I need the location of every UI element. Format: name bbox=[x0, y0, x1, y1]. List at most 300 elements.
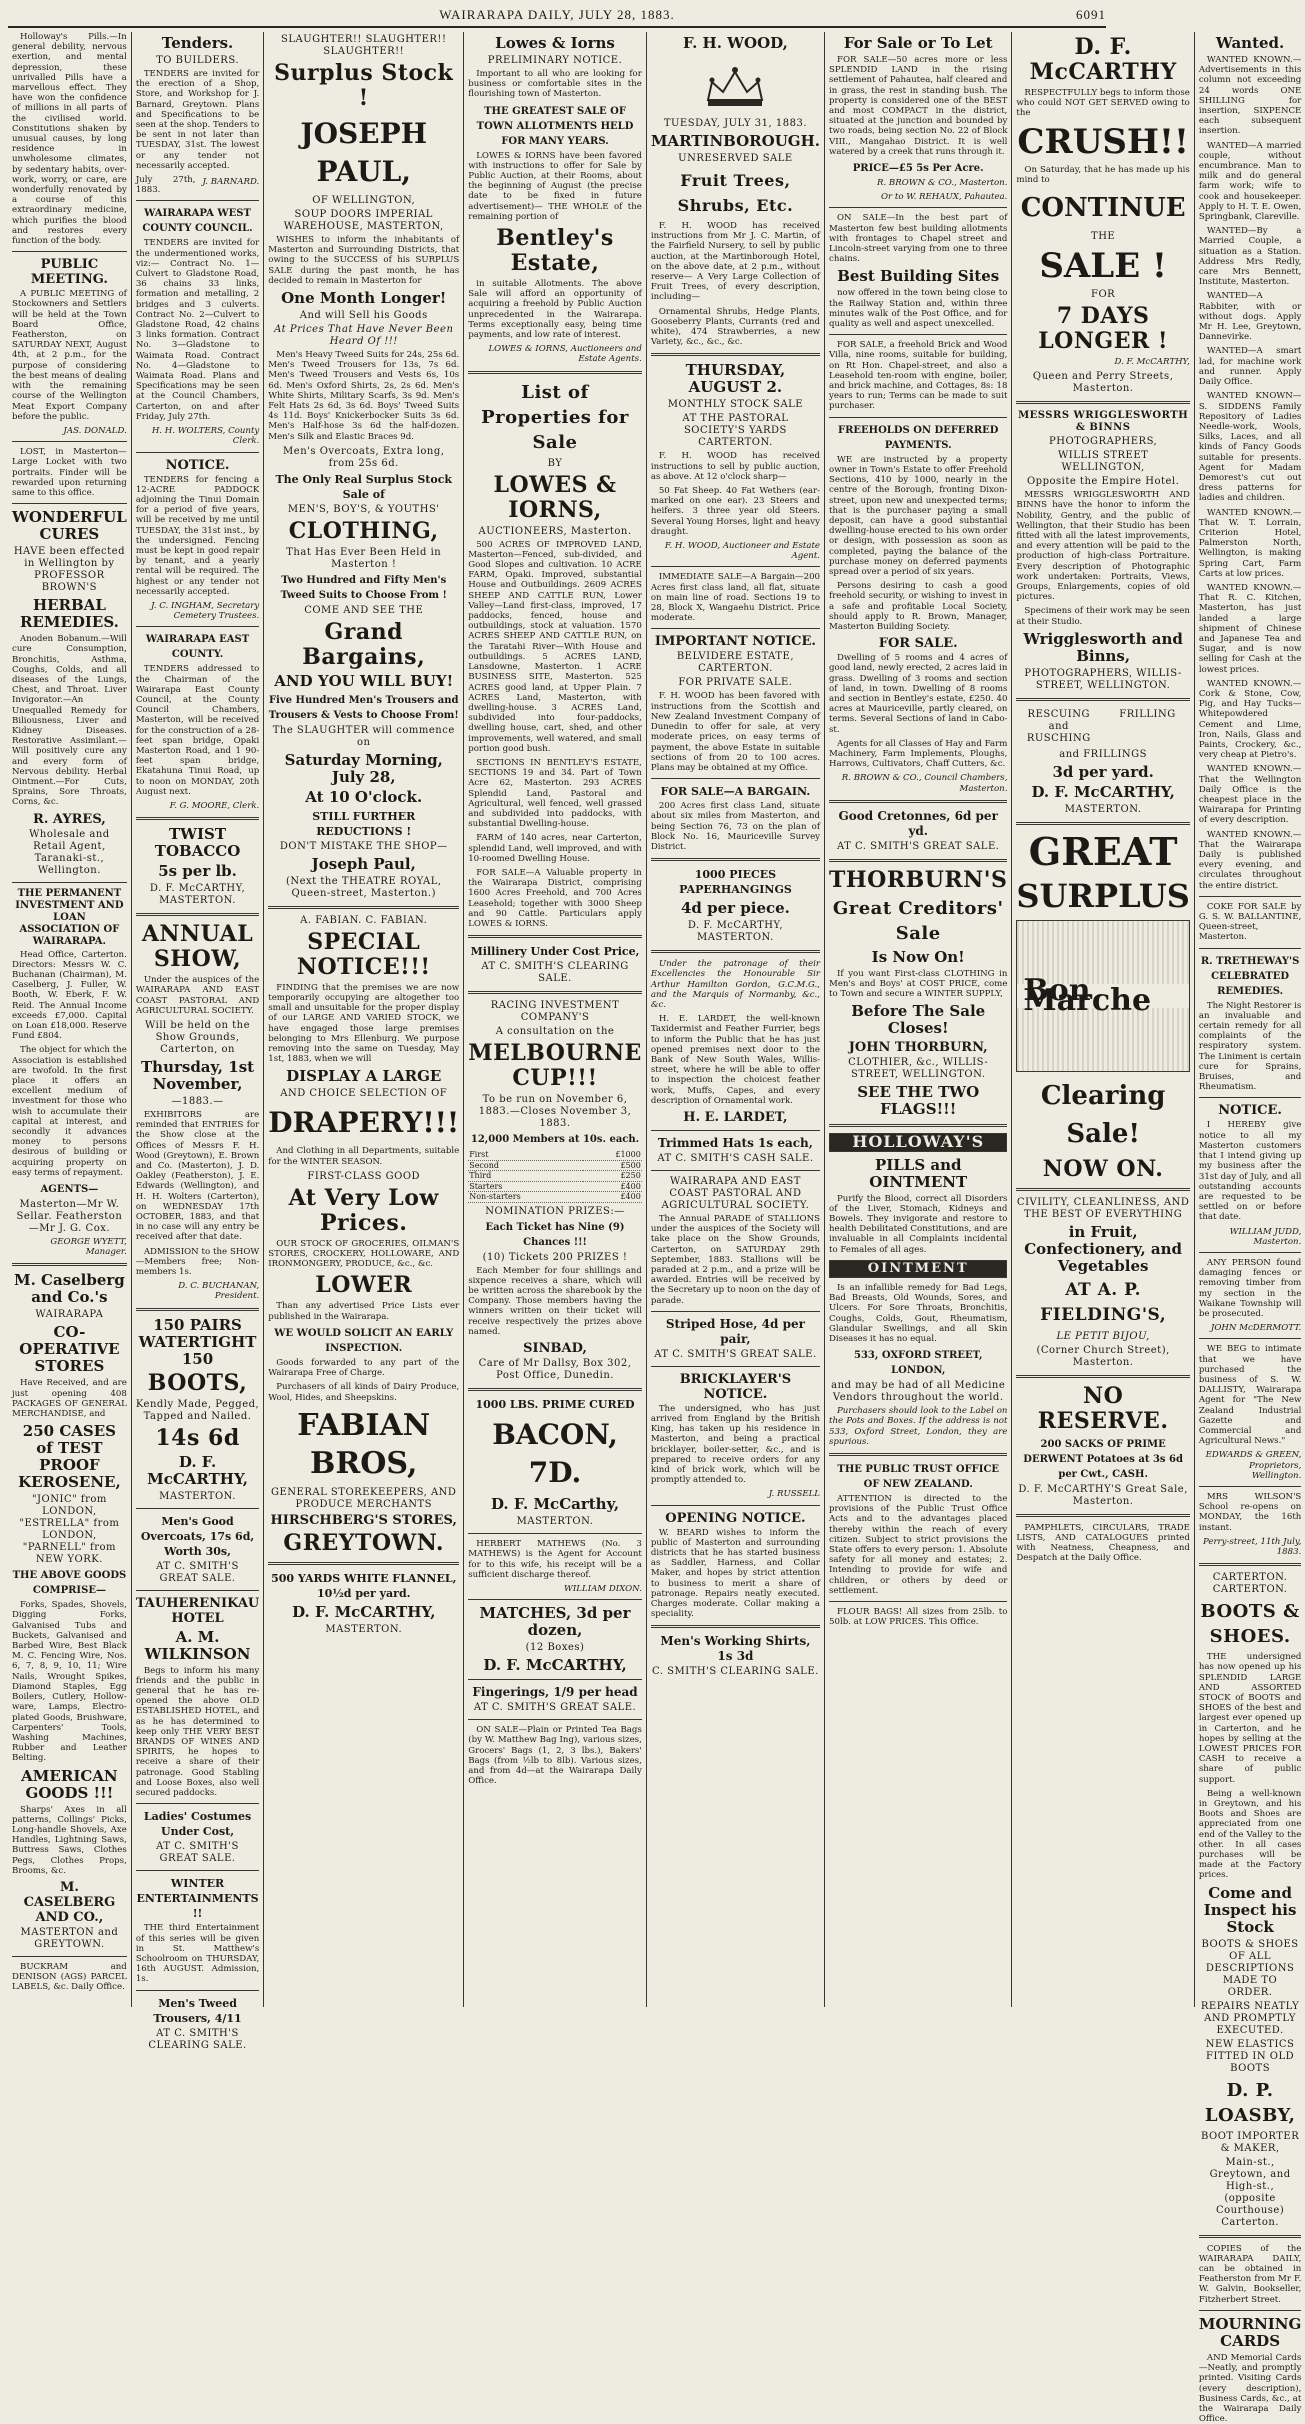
herbal-remedies-body: Anoden Bobanum.—Will cure Consumption, Bronchitis, Asthma, Coughs, Colds, and all diseases of the Lungs, Chest, and Throat. Liver Invigorator.—An Unequalled Remedy for Biliousness, Liver and Kidney Diseases. Restorative Assimilant.—Will positively cure any and every form of Nervous debility. Herbal Ointment.—For Cuts, Sprains, Sore Throats, Corns, &c. bbox=[12, 634, 127, 808]
newspaper-title: WAIRARAPA DAILY, JULY 28, 1883. bbox=[439, 7, 675, 22]
ayres-body: Wholesale and Retail Agent, Taranaki-st., Wellington. bbox=[29, 828, 110, 876]
lower-title: LOWER bbox=[315, 1272, 413, 1299]
preliminary-body: Important to all who are looking for business or comfortable sites in the flourishing town of Masterton. bbox=[468, 69, 642, 100]
melbourne-cup: MELBOURNE CUP!!! bbox=[468, 1040, 642, 1092]
wrigglesworth-header: MESSRS WRIGGLESWORTH & BINNS bbox=[1018, 410, 1189, 434]
ointment-body: Is an infallible remedy for Bad Legs, Bad Breasts, Old Wounds, Sores, and Ulcers. For Sore Throats, Bronchitis, Coughs, Colds, Gout, Rheumatism, Glandular Swellings, and all Skin Diseases it has no equal. bbox=[829, 1283, 1008, 1345]
unreserved-sale: UNRESERVED SALE bbox=[678, 153, 793, 164]
sale-title: SALE ! bbox=[1039, 246, 1167, 287]
prize-label: Third bbox=[468, 1171, 583, 1182]
bargain-body: 200 Acres first class Land, situate about six miles from Masterton, and being Section 76, 73 on the plan of Block No. 16, Mauriceville Survey District. bbox=[650, 801, 821, 852]
overcoats-title: Men's Good Overcoats, 17s 6d, Worth 30s, bbox=[140, 1514, 255, 1558]
prize-label: Second bbox=[468, 1160, 583, 1171]
loasby-name: D. P. LOASBY, bbox=[1204, 2079, 1296, 2126]
prices-never-heard: At Prices That Have Never Been Heard Of !!! bbox=[274, 324, 454, 348]
come-and-see: COME AND SEE THE bbox=[304, 604, 424, 616]
fruit-body: F. H. WOOD has received instructions from Mr J. C. Martin, of the Fairfield Nursery, to sell by public auction, at the Martinborough Hotel, on the above date, at 2 p.m., without reserve— A Very Large Collection of Fruit Trees, of every description, including— bbox=[650, 221, 821, 303]
for-sale-body: FOR SALE—50 acres more or less SPLENDID LAND in the rising settlement of Pahautea, half cleared and in grass, the rest in standing bush. The property is considered one of the BEST and most COMPACT in the district, situated at the junction and bounded by two roads, being section No. 22 of Block VIII., Mangahao District. It is well watered by a creek that runs through it. bbox=[829, 55, 1008, 157]
wanted-8: WANTED KNOWN.—Cork & Stone, Cow, Pig, and Hay Tucks—Whitepowdered Cement and Lime, Iron, Nails, Glass and Paints, Crockery, &c., very cheap at Pietro's. bbox=[1198, 678, 1302, 761]
public-meeting-sig: JAS. DONALD. bbox=[63, 425, 127, 436]
best-building-sites: Best Building Sites bbox=[837, 267, 1000, 286]
prize-row bbox=[468, 1192, 642, 1203]
hotel-title: TAUHERENIKAU HOTEL bbox=[135, 1595, 260, 1626]
bricklayer-title: BRICKLAYER'S NOTICE. bbox=[679, 1371, 792, 1402]
willis-street: WILLIS STREET WELLINGTON, bbox=[1057, 450, 1149, 474]
agents-list: Agents for all Classes of Hay and Farm Machinery, Farm Implements, Ploughs, Harrows, Cultivators, Chaff Cutters, &c. bbox=[829, 738, 1008, 770]
american-title: AMERICAN GOODS !!! bbox=[21, 1766, 118, 1802]
prize-label: Starters bbox=[468, 1181, 583, 1192]
rescuing-ruschings: RESCUING and RUSCHING bbox=[1026, 708, 1091, 744]
wrigglesworth-body: MESSRS WRIGGLESWORTH AND BINNS have the honor to inform the Nobility, Gentry, and the public of Wellington, that their Studio has been fitted with all the latest improvements, and every attention will be paid to the production of high-class Portraiture. Every description of Photographic work undertaken: Portraits, Views, Groups, Enlargements, copies of old pictures. bbox=[1016, 490, 1190, 603]
builders-sig: J. BARNARD. bbox=[202, 177, 260, 188]
fingerings-place: AT C. SMITH'S GREAT SALE. bbox=[473, 1702, 637, 1714]
for-sale-sig: R. BROWN & CO., Masterton. bbox=[877, 178, 1008, 189]
wanted-3: WANTED—A Rabbiter, with or without dogs. Apply Mr H. Lee, Greytown, Dannevirke. bbox=[1198, 291, 1302, 343]
wanted-2: WANTED—By a Married Couple, a situation as a Station. Address Mrs Redly, care Mrs Bennett, Institute, Masterton. bbox=[1198, 226, 1302, 288]
properties-sections: SECTIONS IN BENTLEY'S ESTATE, SECTIONS 19 and 34. Part of Town Acre 62, Masterton. 293 ACRES Splendid Land, Pastoral and Agricultural, well fenced, well grassed and subdivided into paddocks, with substantial Dwelling-house. bbox=[468, 757, 642, 830]
notice-body: TENDERS for fencing a 12-ACRE PADDOCK adjoining the Tinui Domain for a period of five years, will be received by me until TUESDAY, the 31st inst., by the undersigned. Fencing must be kept in good repair by tenant, and a yearly rental will be required. The highest or any tender not necessarily accepted. bbox=[135, 474, 260, 597]
white-flannel: 500 YARDS WHITE FLANNEL, 10½d per yard. bbox=[271, 1571, 457, 1600]
prize-amount: £250 bbox=[583, 1171, 642, 1182]
slaughter-banner: SLAUGHTER!! SLAUGHTER!! SLAUGHTER!! bbox=[281, 34, 447, 57]
column-6 bbox=[825, 32, 1012, 2007]
trimmed-hats-place: AT C. SMITH'S CASH SALE. bbox=[657, 1152, 814, 1164]
paperhangings-title: 1000 PIECES PAPERHANGINGS bbox=[679, 868, 792, 897]
bentley-body: LOWES & IORNS have been favored with instructions to offer for Sale by Public Auction, at their Rooms, about the beginning of August (the precise date to be fixed in future advertisement)— THE WHOLE of the remaining portion of bbox=[468, 150, 642, 222]
loasby-address: Main-st., Greytown, and High-st., (opposite Courthouse) Carterton. bbox=[1209, 2156, 1291, 2228]
opposite-empire: Opposite the Empire Hotel. bbox=[1026, 476, 1180, 488]
ladies-costumes: Ladies' Costumes Under Cost, bbox=[143, 1810, 252, 1839]
next-to-theatre: (Next the THEATRE ROYAL, Queen-street, Masterton.) bbox=[285, 875, 442, 899]
tretheway-body: The Night Restorer is an invaluable and certain remedy for all complaints of the respiratory system. The Liniment is certain cure for Sprains, Bruises, and Rheumatism. bbox=[1198, 1000, 1302, 1093]
five-hundred-trousers: Five Hundred Men's Trousers and Trousers & Vests to Choose From! bbox=[268, 694, 459, 721]
public-meeting-body: A PUBLIC MEETING of Stockowners and Settlers will be held at the Town Board Office, Featherston, on SATURDAY NEXT, August 4th, at 2 p.m., for the purpose of considering the best means of dealing with the remaining course of the Wellington Meat Export Company before the public. bbox=[12, 289, 127, 422]
ever-been-held: That Has Ever Been Held in Masterton ! bbox=[286, 546, 442, 570]
coke-for-sale: COKE FOR SALE by G. S. W. BALLANTINE, Queen-street, Masterton. bbox=[1198, 901, 1302, 943]
damaging-fences: ANY PERSON found damaging fences or removing timber from my section in the Waikane Township will be prosecuted. bbox=[1198, 1257, 1302, 1319]
lowes-auctioneers: AUCTIONEERS, Masterton. bbox=[478, 525, 632, 537]
annual-show-admission: ADMISSION to the SHOW—Members free; Non-members 1s. bbox=[135, 1246, 260, 1278]
now-on: NOW ON. bbox=[1042, 1155, 1164, 1182]
properties-body: 500 ACRES OF IMPROVED LAND, Masterton—Fenced, sub-divided, and Good Slopes and cultivation. 10 ACRE FARM, Opaki. Improved, substantial House and Outbuildings. 2609 ACRES SHEEP AND CATTLE RUN, Lower Valley—Land first-class, improved, 17 paddocks, fenced, house and outbuildings, stock at valuation. 1570 ACRES SHEEP AND CATTLE RUN, on the Taratahi River—With House and outbuildings. 5 ACRES LAND, Lansdowne, Masterton. 1 ACRE BUSINESS SITE, Masterton. 525 ACRES good land, at Upper Plain. 7 ACRES Land, Masterton, with dwelling-house. 3 ACRES Land, subdivided into four-paddocks, dwelling house, cart, shed, and other improvements, well watered, and small portion good bush. bbox=[468, 539, 642, 754]
permanent-body: Head Office, Carterton. Directors: Messrs W. C. Buchanan (Chairman), M. Caselberg, J. Fuller, W. Booth, W. Eberk, F. W. Reid. The Annual Income exceeds £7,000. Capital on Loan £18,000. Reserve Fund £804. bbox=[12, 949, 127, 1042]
pastoral-yards: AT THE PASTORAL SOCIETY'S YARDS CARTERTON. bbox=[682, 413, 789, 449]
nomination-prizes: NOMINATION PRIZES:— bbox=[485, 1205, 625, 1217]
two-flags: SEE THE TWO FLAGS!!! bbox=[857, 1083, 980, 1119]
annual-show-sig: D. C. BUCHANAN, President. bbox=[178, 1281, 260, 1302]
above-goods-body: Forks, Spades, Shovels, Digging Forks, Galvanised Tubs and Buckets, Galvanised and Barbed Wire, Best Black M. C. Fencing Wire, Nos. 6, 7, 8, 9, 10, 11; Wire Nails, Wrought Spikes, Diamond Staples, Egg Boilers, Cutlery, Hollow-ware, Lamps, Electro-plated Goods, Brushware, Carpenters' Tools, Washing Machines, Rubber and Leather Belting. bbox=[12, 1600, 127, 1764]
for-sale-2-body: Dwelling of 5 rooms and 4 acres of good land, newly erected, 2 acres laid in grass. Dwelling of 3 rooms and section of land, in town. Dwelling of 8 rooms and section in Bentley's estate, £250. 40 acres at Mauriceville, partly cleared, on terms. Several Sections of land in Cabo-st. bbox=[829, 653, 1008, 735]
two-hundred-suits: Two Hundred and Fifty Men's Tweed Suits to Choose From ! bbox=[280, 574, 447, 601]
bacon-title: BACON, 7D. bbox=[492, 1418, 618, 1490]
greytown-title: GREYTOWN. bbox=[283, 1529, 445, 1556]
no-reserve: NO RESERVE. bbox=[1037, 1382, 1169, 1434]
clearing-sale: Clearing Sale! bbox=[1040, 1080, 1166, 1149]
slaughter-commences: The SLAUGHTER will commence on bbox=[272, 724, 455, 748]
dealing-body: Persons desiring to cash a good freehold security, or wishing to invest in a safe and profitable Local Society, should apply to R. Brown, Manager, Masterton Building Society. bbox=[829, 581, 1008, 632]
wanted-5: WANTED KNOWN—S. SIDDENS Family Repository of Ladies Needle-work, Wools, Silks, Laces, and all kinds of Fancy Goods suitable for presents. Agent for Madam Demorest's cut out dress patterns for ladies and children. bbox=[1198, 391, 1302, 504]
annual-show-year: —1883.— bbox=[171, 1096, 224, 1107]
east-county-title: WAIRARAPA EAST COUNTY. bbox=[145, 634, 250, 661]
melbourne-date: To be run on November 6, 1883.—Closes November 3, 1883. bbox=[478, 1094, 632, 1130]
trousers-title: Men's Tweed Trousers, 4/11 bbox=[153, 1996, 242, 2025]
school-sig: Perry-street, 11th July, 1883. bbox=[1202, 1536, 1302, 1557]
edwards-green-sig: EDWARDS & GREEN, Proprietors, Wellington. bbox=[1205, 1450, 1302, 1481]
caselberg-footer-places: MASTERTON and GREYTOWN. bbox=[20, 1926, 119, 1950]
stock-list: 50 Fat Sheep. 40 Fat Wethers (ear-marked on one ear). 23 Steers and heifers. 3 three year old Steers. Several Young Horses, light and heavy draught. bbox=[650, 486, 821, 537]
mccarthy-sig: D. F. McCARTHY, bbox=[1114, 357, 1190, 368]
lardet-body: H. E. LARDET, the well-known Taxidermist and Feather Furrier, begs to inform the Public that he has just opened premises next door to the Bank of New South Wales, Willis-street, where he will be able to offer to inspection the choicest feather work, Muffs, Capes, and every description of Ornamental work. bbox=[650, 1014, 821, 1106]
herbal-remedies-title: HERBAL REMEDIES. bbox=[19, 596, 119, 632]
prize-label: First bbox=[468, 1150, 583, 1160]
flannel-place: MASTERTON. bbox=[325, 1623, 403, 1635]
parade-body: The Annual PARADE of STALLIONS under the auspices of the Society will take place on the Show Grounds, Carterton, on SATURDAY 29th September, 1883. Stallions will be paraded at 2 p.m., and a prize will be awarded. Entries will be received by the Secretary up to noon on the day of parade. bbox=[650, 1213, 821, 1306]
millinery-place: AT C. SMITH'S CLEARING SALE. bbox=[481, 961, 629, 985]
mccarthy-name: D. F. McCARTHY bbox=[1029, 34, 1177, 85]
wonderful-cures-title: WONDERFUL CURES bbox=[12, 508, 127, 544]
column-7 bbox=[1012, 32, 1194, 2007]
great-title: GREAT bbox=[1028, 828, 1178, 874]
fruit-trees-title: Fruit Trees, Shrubs, Etc. bbox=[677, 171, 794, 215]
john-thorburn: JOHN THORBURN, bbox=[848, 1040, 988, 1056]
monthly-stock-sale: MONTHLY STOCK SALE bbox=[667, 399, 804, 411]
pamphlets: PAMPHLETS, CIRCULARS, TRADE LISTS, AND CATALOGUES printed with Neatness, Cheapness, and Despatch at the Daily Office. bbox=[1016, 1522, 1190, 1564]
school-notice: MRS WILSON'S School re-opens on MONDAY, the 16th instant. bbox=[1198, 1491, 1302, 1533]
joseph-paul-place: SOUP DOORS IMPERIAL WAREHOUSE, MASTERTON, bbox=[283, 209, 444, 232]
each-ticket: Each Ticket has Nine (9) Chances !!! bbox=[485, 1221, 625, 1248]
flannel-firm: D. F. McCARTHY, bbox=[292, 1602, 436, 1621]
dont-mistake: DON'T MISTAKE THE SHOP— bbox=[279, 840, 448, 852]
twist-tobacco-firm: D. F. McCARTHY, MASTERTON. bbox=[149, 883, 246, 907]
kerosene-title: 250 CASES of TEST PROOF KEROSENE, bbox=[18, 1422, 121, 1492]
mcdermott-sig: JOHN McDERMOTT. bbox=[1210, 1323, 1302, 1334]
tretheway-title: R. TRETHEWAY'S CELEBRATED REMEDIES. bbox=[1200, 955, 1300, 997]
joseph-paul-of: OF WELLINGTON, bbox=[312, 195, 416, 206]
greatest-sale: THE GREATEST SALE OF TOWN ALLOTMENTS HELD FOR MANY YEARS. bbox=[476, 105, 634, 147]
trimmed-hats: Trimmed Hats 1s each, bbox=[657, 1135, 813, 1150]
column-5 bbox=[647, 32, 825, 2007]
paperhangings-firm: D. F. McCARTHY, MASTERTON. bbox=[687, 920, 784, 944]
racing-title: RACING INVESTMENT COMPANY'S bbox=[490, 1000, 620, 1024]
lowes-iorns-name: LOWES & IORNS, bbox=[493, 471, 617, 523]
lowes-header: Lowes & Iorns bbox=[495, 34, 615, 52]
mourning-body: AND Memorial Cards—Neatly, and promptly printed. Visiting Cards (every description), Business Cards, &c., at the Wairarapa Daily Office. bbox=[1198, 2352, 1302, 2424]
fhwood-header: F. H. WOOD, bbox=[682, 34, 788, 52]
caselberg-footer-firm: M. CASELBERG AND CO., bbox=[23, 1879, 116, 1925]
frilling-place: MASTERTON. bbox=[1064, 803, 1142, 815]
and-you-will-buy: AND YOU WILL BUY! bbox=[274, 671, 454, 690]
holloways-banner: HOLLOWAY'S bbox=[829, 1133, 1007, 1151]
drapery-title: DRAPERY!!! bbox=[268, 1106, 460, 1140]
striped-hose-place: AT C. SMITH'S GREAT SALE. bbox=[654, 1348, 817, 1360]
wanted-10: WANTED KNOWN.—That the Wairarapa Daily is published every evening, and circulates throughout the entire district. bbox=[1198, 829, 1302, 891]
striped-hose: Striped Hose, 4d per pair, bbox=[665, 1316, 805, 1346]
column-2 bbox=[132, 32, 264, 2051]
crown-icon bbox=[700, 60, 770, 110]
brown-sig: R. BROWN & CO., Council Chambers, Masterton. bbox=[841, 773, 1008, 794]
agents-title: AGENTS— bbox=[40, 1184, 99, 1196]
permanent-title: THE PERMANENT INVESTMENT AND LOAN ASSOCIATION OF WAIRARAPA. bbox=[15, 887, 124, 947]
herbert-body: HERBERT MATHEWS (No. 3 MATHEWS) is the Agent for Account for to this wife, his receipt will be a sufficient discharge thereof. bbox=[468, 1539, 642, 1580]
for-sale-2-title: FOR SALE. bbox=[878, 636, 958, 652]
public-meeting-title: PUBLIC MEETING. bbox=[30, 257, 108, 288]
made-to-order: BOOTS & SHOES OF ALL DESCRIPTIONS MADE TO ORDER. bbox=[1201, 1938, 1299, 1998]
forsale-bargain: FOR SALE—A BARGAIN. bbox=[660, 785, 811, 799]
wanted-9: WANTED KNOWN.—That the Wellington Daily Office is the cheapest place in the Wairarapa for Printing of every description. bbox=[1198, 764, 1302, 826]
cretonnes-title: Good Cretonnes, 6d per yd. bbox=[838, 808, 998, 838]
paperhangings-price: 4d per piece. bbox=[680, 899, 790, 918]
thorburn-clothier: CLOTHIER, &c., WILLIS-STREET, WELLINGTON. bbox=[848, 1057, 989, 1081]
opening-notice: OPENING NOTICE. bbox=[665, 1510, 806, 1526]
fhwood-sig: F. H. WOOD, Auctioneer and Estate Agent. bbox=[664, 541, 821, 562]
creditors-body: If you want First-class CLOTHING in Men's and Boys' at COST PRICE, come to Town and secure a WINTER SUPPLY, bbox=[829, 968, 1008, 1000]
notice-title: NOTICE. bbox=[165, 457, 230, 473]
annual-show-date: Thursday, 1st November, bbox=[141, 1058, 255, 1093]
prize-amount: £1000 bbox=[583, 1150, 642, 1160]
judd-notice: I HEREBY give notice to all my Masterton customers that I intend giving up my business after the 31st day of July, and all outstanding accounts are requested to be settled on or before that date. bbox=[1198, 1120, 1302, 1223]
opening-body: W. BEARD wishes to inform the public of Masterton and surrounding districts that he has started business as Saddler, Harness, and Collar Maker, and hopes by strict attention to business to merit a share of patronage. Repairs neatly executed. Charges moderate. Collar making a speciality. bbox=[650, 1527, 821, 1620]
surplus-title: SURPLUS bbox=[1016, 876, 1190, 915]
hotel-name: A. M. WILKINSON bbox=[144, 1627, 251, 1663]
wanted-4: WANTED—A smart lad, for machine work and runner. Apply Daily Office. bbox=[1198, 346, 1302, 388]
the-word: THE bbox=[1091, 231, 1116, 243]
notice-title-8: NOTICE. bbox=[1218, 1103, 1282, 1119]
winter-body: THE third Entertainment of this series will be given in St. Matthew's Schoolroom on THURSDAY, 16th AUGUST. Admission, 1s. bbox=[135, 1923, 260, 1985]
east-county-body: TENDERS addressed to the Chairman of the Wairarapa East County Council, at the County Council Chambers, Masterton, will be received for the construction of a 28-feet span bridge, Opaki Masterton Road, and 1 90-feet span bridge, Ekatahuna Tinui Road, up to noon on MONDAY, 20th August next. bbox=[135, 664, 260, 797]
ayres-name: R. AYRES, bbox=[33, 811, 106, 827]
repairs: REPAIRS NEATLY AND PROMPTLY EXECUTED. bbox=[1200, 2000, 1300, 2036]
clothing-price-list: Men's Heavy Tweed Suits for 24s, 25s 6d. Men's Tweed Trousers for 13s, 7s 6d. Men's Tweed Trousers and Vests 6s, 10s 6d. Men's Oxford Shirts, 2s, 2s 6d. Men's White Shirts, Military Scarfs, 3s 9d. Men's Felt Hats 2s 6d, 3s 6d. Boys' Tweed Suits 4s 11d. Boys' Knickerbocker Suits 3s 6d. Men's Half-hose 3s 6d the half-dozen. Men's Silk and Elastic Braces 9d. bbox=[268, 350, 460, 442]
wanted-7: WANTED KNOWN.—That R. C. Kitchen, Masterton, has just landed a large shipment of Chinese and Japanese Tea and Sugar, and is now selling for Cash at the lowest prices. bbox=[1198, 582, 1302, 675]
holloway-blurb: Holloway's Pills.—In general debility, nervous exertion, and mental depression, these unrivalled Pills have a marvellous effect. They have won the confidence of millions in all parts of the civilised world. Constitutions shaken by unusual causes, by long residence in unwholesome climates, by sedentary habits, over-work, worry, or care, are wonderfully renovated by a course of this extraordinary medicine, which purifies the blood and restores every function of the body. bbox=[12, 32, 127, 247]
fhwood-instructions: F. H. WOOD has received instructions to sell by public auction, as above. At 12 o'clock sharp— bbox=[650, 451, 821, 482]
freeholds-body: WE are instructed by a property owner in Town's Estate to offer Freehold Sections, 410 by 1000, nearly in the centre of the Borough, fronting Dixon-street, upon new and unexpected terms; that is the purchaser paying a small deposit, can have a good substantial dwelling-house erected to his own order or design, with possession as soon as completed, paying the balance of the purchase money on deferred payments spread over a period of six years. bbox=[829, 454, 1008, 577]
ornamental-body: Ornamental Shrubs, Hedge Plants, Gooseberry Plants, Currants (red and white), 474 Strawberries, a new Variety, &c., &c., &c. bbox=[650, 306, 821, 348]
herbert-sig: WILLIAM DIXON. bbox=[564, 1583, 642, 1594]
creditors-sale: Great Creditors' Sale bbox=[832, 897, 1004, 944]
council-body: TENDERS are invited for the undermentioned works, viz:— Contract No. 1—Culvert to Gladstone Road, 36 chains 33 links, formation and metalling, 2 bridges and 3 culverts. Contract No. 2—Culvert to Gladstone Road, 42 chains 3 links formation. Contract No. 3—Gladstone to Waimata Road. Contract No. 4—Gladstone to Waimata Road. Plans and Specifications may be seen at the Council Chambers, Carterton, on and after Friday, July 27th. bbox=[135, 238, 260, 422]
agents-body: Masterton—Mr W. Sellar. Featherston—Mr J. G. Cox. bbox=[16, 1199, 123, 1235]
prize-row bbox=[468, 1181, 642, 1192]
boots-firm: D. F. McCARTHY, bbox=[147, 1452, 248, 1488]
working-shirts-place: C. SMITH'S CLEARING SALE. bbox=[652, 1666, 819, 1678]
flour-bags: FLOUR BAGS! All sizes from 25lb. to 50lb. at LOW PRICES. This Office. bbox=[829, 1607, 1008, 1628]
boots-word: BOOTS, bbox=[147, 1369, 248, 1396]
fabian-pair: A. FABIAN. C. FABIAN. bbox=[300, 914, 428, 926]
wanted-header: Wanted. bbox=[1215, 34, 1285, 52]
bags-notice: ON SALE—Plain or Printed Tea Bags (by W. Matthew Bag Ing), various sizes, Grocers' Bags (1, 2, 3 lbs.), Bakers' Bags (from ½lb to 8lb). Various sizes, and from 4d—at the Wairarapa Daily Office. bbox=[468, 1725, 642, 1787]
public-trust-title: THE PUBLIC TRUST OFFICE OF NEW ZEALAND. bbox=[837, 1464, 1000, 1491]
for-word: FOR bbox=[1091, 289, 1116, 301]
annual-show-under: Under the auspices of the WAIRARAPA AND EAST COAST PASTORAL AND AGRICULTURAL SOCIETY. bbox=[135, 975, 260, 1016]
above-goods: THE ABOVE GOODS COMPRISE— bbox=[12, 1570, 127, 1597]
bacon-lbs: 1000 LBS. PRIME CURED bbox=[475, 1398, 635, 1412]
annual-show-title: ANNUAL SHOW, bbox=[141, 921, 254, 973]
fabian-bros: FABIAN BROS, bbox=[297, 1407, 431, 1481]
patronage-note: Under the patronage of their Excellencies the Honourable Sir Arthur Hamilton Gordon, G.C.M.G., and the Marquis of Normanby, &c., &c. bbox=[650, 959, 821, 1010]
lowes-auctioneers-sig: LOWES & IORNS, Auctioneers and Estate Agents. bbox=[488, 344, 642, 365]
overcoats-place: AT C. SMITH'S GREAT SALE. bbox=[156, 1560, 239, 1584]
caselberg-title: M. Caselberg and Co.'s bbox=[13, 1271, 125, 1307]
properties-farm: FARM of 140 acres, near Carterton, splendid Land, well improved, and with 10-roomed Dwelling House. bbox=[468, 833, 642, 864]
column-3 bbox=[264, 32, 464, 2007]
forwarded-free: Goods forwarded to any part of the Wairarapa Free of Charge. bbox=[268, 1357, 460, 1379]
chances-price: (10) Tickets 200 PRIZES ! bbox=[482, 1251, 628, 1263]
storekeepers: GENERAL STOREKEEPERS, AND PRODUCE MERCHANTS bbox=[271, 1486, 457, 1510]
masthead bbox=[8, 4, 1106, 28]
public-trust-body: ATTENTION is directed to the provisions of the Public Trust Office Acts and to the advantages placed thereby within the reach of every citizen. Subject to strict provisions the State offers to every person: 1. Absolute safety for all money and estates; 2. Intending to provide for wife and children, or others by deed or settlement. bbox=[829, 1494, 1008, 1596]
properties-for-sale: FOR SALE—A Valuable property in the Wairarapa District, comprising 1600 Acres Freehold, and 700 Acres Leasehold; together with 3000 Sheep and 90 Cattle. Particulars apply LOWES & IORNS. bbox=[468, 867, 642, 929]
only-real-sale: The Only Real Surplus Stock Sale of bbox=[275, 472, 453, 501]
civility: CIVILITY, CLEANLINESS, AND THE BEST OF EVERYTHING bbox=[1016, 1196, 1190, 1220]
caselberg-place: WAIRARAPA bbox=[35, 1309, 104, 1321]
tenders-title: Tenders. bbox=[161, 34, 234, 52]
prize-row bbox=[468, 1150, 642, 1160]
martinborough: MARTINBOROUGH. bbox=[650, 132, 821, 150]
wanted-6: WANTED KNOWN.—That W. T. Lorrain, Criterion Hotel, Palmerston North, Wellington, is making Spring Cart, Farm Carts at low prices. bbox=[1198, 507, 1302, 579]
caselberg-stores: CO-OPERATIVE STORES bbox=[19, 1323, 120, 1376]
agents-sig: GEORGE WYETT, Manager. bbox=[50, 1237, 127, 1258]
preliminary-notice: PRELIMINARY NOTICE. bbox=[487, 55, 623, 66]
fruit-confectionery: in Fruit, Confectionery, and Vegetables bbox=[1024, 1222, 1183, 1275]
special-notice: SPECIAL NOTICE!!! bbox=[296, 928, 431, 980]
is-now-on: Is Now On! bbox=[871, 947, 965, 966]
prize-label: Non-starters bbox=[468, 1192, 583, 1203]
le-petit-bijou: LE PETIT BIJOU, bbox=[1056, 1330, 1150, 1342]
bacon-firm: D. F. McCarthy, bbox=[490, 1495, 620, 1514]
saturday-morning: Saturday Morning, July 28, bbox=[284, 750, 443, 786]
boots-shoes-body: THE undersigned has now opened up his SPLENDID LARGE AND ASSORTED STOCK of BOOTS and SHOES of the best and largest ever opened up in Carterton, and he hopes by selling at the LOWEST PRICES FOR CASH to receive a share of public support. bbox=[1198, 1652, 1302, 1785]
column-8 bbox=[1195, 32, 1305, 2424]
prize-amount: £400 bbox=[583, 1192, 642, 1203]
twist-tobacco-price: 5s per lb. bbox=[158, 862, 237, 881]
column-1 bbox=[8, 32, 132, 2007]
wrigglesworth-specimens: Specimens of their work may be seen at their Studio. bbox=[1016, 606, 1190, 627]
come-inspect: Come and Inspect his Stock bbox=[1203, 1883, 1297, 1936]
matches-title: MATCHES, 3d per dozen, bbox=[479, 1604, 631, 1640]
oxford-sub: and may be had of all Medicine Vendors throughout the world. bbox=[831, 1380, 1006, 1404]
oxford-street: 533, OXFORD STREET, LONDON, bbox=[853, 1350, 983, 1377]
columns bbox=[8, 32, 1302, 2424]
surplus-stock-title: Surplus Stock ! bbox=[274, 60, 454, 111]
list-of-properties: List of Properties for Sale bbox=[481, 381, 629, 453]
intimate-notice: WE BEG to intimate that we have purchased the business of S. W. DALLISTY, Wairarapa Agent for "The New Zealand Industrial Gazette and Commercial and Agricultural News." bbox=[1198, 1344, 1302, 1447]
matches-sub: (12 Boxes) bbox=[525, 1642, 585, 1654]
choice-selection: AND CHOICE SELECTION OF bbox=[280, 1088, 448, 1100]
on-sale-body: ON SALE—In the best part of Masterton few best building allotments with frontages to Chapel street and Lincoln-street varying from one to three chains. bbox=[829, 213, 1008, 265]
new-elastics: NEW ELASTICS FITTED IN OLD BOOTS bbox=[1205, 2038, 1295, 2074]
oxford-note: Purchasers should look to the Label on the Pots and Boxes. If the address is not 533, Oxford Street, London, they are spurious. bbox=[829, 1406, 1008, 1447]
prize-amount: £500 bbox=[583, 1160, 642, 1171]
annual-show-body: EXHIBITORS are reminded that ENTRIES for the Show close at the Offices of Messrs F. H. Wood (Greytown), E. Brown and Co. (Masterton), J. D. Oakley (Featherston), J. E. Edwards (Wellington), and H. H. Wolters (Carterton), on WEDNESDAY 17th OCTOBER, 1883, and that in no case will any entry be received after that date. bbox=[135, 1110, 260, 1243]
joseph-paul-wishes: WISHES to inform the inhabitants of Masterton and Surrounding Districts, that owing to the SUCCESS of his SURPLUS SALE during the past month, he has decided to remain in Masterton for bbox=[268, 235, 460, 286]
pills-ointment: PILLS and OINTMENT bbox=[869, 1155, 968, 1191]
builders-title: TO BUILDERS. bbox=[156, 55, 239, 66]
will-sell: And will Sell his Goods bbox=[299, 310, 428, 322]
display-large: DISPLAY A LARGE bbox=[286, 1067, 442, 1086]
belvidere-body: F. H. WOOD has been favored with instructions from the Scottish and New Zealand Investment Company of Dunedin to offer for sale, at very moderate prices, on easy terms of payment, the above Estate in suitable sections of from 20 to 100 acres. Plans may be obtained at my Office. bbox=[650, 691, 821, 773]
buckram-notice: BUCKRAM and DENISON (AGS) PARCEL LABELS, &c. Daily Office. bbox=[12, 1961, 127, 1993]
belvidere-estate: BELVIDERE ESTATE, CARTERTON. bbox=[676, 651, 795, 675]
thorburn-title: THORBURN'S bbox=[829, 866, 1008, 893]
page-folio: 6091 bbox=[1076, 7, 1106, 22]
sinbad-address: Care of Mr Dallsy, Box 302, Post Office, Dunedin. bbox=[478, 1358, 632, 1382]
bentley-estate: Bentley's Estate, bbox=[496, 225, 614, 277]
ointment-banner: OINTMENT bbox=[829, 1260, 1007, 1278]
wanted-intro: WANTED KNOWN.—Advertisements in this column not exceeding 24 words ONE SHILLING for insertion, SIXPENCE each subsequent insertion. bbox=[1198, 55, 1302, 137]
list-by: BY bbox=[547, 457, 563, 469]
boots-title: 150 PAIRS WATERTIGHT 150 bbox=[138, 1315, 257, 1368]
frilling-price: 3d per yard. bbox=[1052, 762, 1154, 781]
column-4 bbox=[464, 32, 647, 2007]
frilling-firm: D. F. McCARTHY, bbox=[1031, 782, 1175, 801]
crush-title: CRUSH!! bbox=[1017, 121, 1189, 162]
twist-tobacco-title: TWIST TOBACCO bbox=[154, 825, 241, 861]
matches-firm: D. F. McCARTHY, bbox=[483, 1656, 627, 1675]
bricklayer-sig: J. RUSSELL bbox=[768, 1489, 821, 1500]
drapery-body: And Clothing in all Departments, suitable for the WINTER SEASON. bbox=[268, 1146, 460, 1167]
winter-title: WINTER ENTERTAINMENTS !! bbox=[136, 1877, 259, 1921]
kerosene-body: "JONIC" from LONDON, "ESTRELLA" from LONDON, "PARNELL" from NEW YORK. bbox=[19, 1494, 120, 1566]
cretonnes-place: AT C. SMITH'S GREAT SALE. bbox=[837, 840, 1000, 852]
for-sale-to-let: Or to W. REHAUX, Pahautea. bbox=[881, 192, 1008, 203]
council-title: WAIRARAPA WEST COUNTY COUNCIL. bbox=[142, 208, 253, 235]
potatoes-firm: D. F. McCARTHY'S Great Sale, Masterton. bbox=[1018, 1483, 1188, 1507]
lower-body: Than any advertised Price Lists ever published in the Wairarapa. bbox=[268, 1301, 460, 1322]
still-further: STILL FURTHER REDUCTIONS ! bbox=[312, 809, 416, 838]
prize-amount: £400 bbox=[583, 1181, 642, 1192]
for-sale-header: For Sale or To Let bbox=[843, 34, 993, 52]
prize-row bbox=[468, 1171, 642, 1182]
bacon-place: MASTERTON. bbox=[516, 1516, 594, 1528]
copies-notice: COPIES of the WAIRARAPA DAILY, can be obtained in Featherston from Mr F. W. Galvin, Bookseller, Fitzherbert Street. bbox=[1198, 2243, 1302, 2305]
mourning-cards: MOURNING CARDS bbox=[1198, 2314, 1302, 2350]
purchasers-note: Purchasers of all kinds of Dairy Produce, Wool, Hides, and Sheepskins. bbox=[268, 1382, 460, 1403]
tuesday-date: TUESDAY, JULY 31, 1883. bbox=[663, 118, 808, 129]
freeholds-title: FREEHOLDS ON DEFERRED PAYMENTS. bbox=[837, 424, 999, 451]
thursday-august: THURSDAY, AUGUST 2. bbox=[685, 361, 786, 397]
private-sale: FOR PRIVATE SALE. bbox=[678, 677, 793, 689]
immediate-sale: IMMEDIATE SALE—A Bargain—200 Acres first class land, all flat, situate on main line of road. Sections 19 to 28, Block X, Wangaehu District. Price moderate. bbox=[650, 572, 821, 624]
carterton-pair: CARTERTON. CARTERTON. bbox=[1212, 1572, 1288, 1596]
frilling-title: FRILLING bbox=[1119, 708, 1176, 720]
working-shirts: Men's Working Shirts, 1s 3d bbox=[660, 1634, 811, 1664]
boots-place: MASTERTON. bbox=[159, 1490, 236, 1502]
lardet-sig: H. E. LARDET, bbox=[683, 1109, 788, 1125]
hotel-body: Begs to inform his many friends and the public in general that he has re-opened the above OLD ESTABLISHED HOTEL, and as he has determined to keep only THE VERY BEST BRANDS OF WINES AND SPIRITS, he hopes to receive a share of their patronage. Good Stabling and Loose Boxes, also well secured paddocks. bbox=[135, 1665, 260, 1799]
important-notice: IMPORTANT NOTICE. bbox=[654, 634, 816, 650]
american-body: Sharps' Axes in all patterns, Collings' Picks, Long-handle Shovels, Axe Handles, Lightning Saws, Buttress Saws, Clothes Pegs, Clothes Props, Brooms, &c. bbox=[12, 1804, 127, 1876]
boots-shoes-body-2: Being a well-known in Greytown, and his Boots and Shoes are appreciated from one end of the Valley to the other. In all cases purchases will be made at the Factory prices. bbox=[1198, 1788, 1302, 1881]
caselberg-body: Have Received, and are just opening 408 PACKAGES OF GENERAL MERCHANDISE, and bbox=[12, 1378, 127, 1420]
before-sale-closes: Before The Sale Closes! bbox=[851, 1002, 986, 1038]
at-ten-oclock: At 10 O'clock. bbox=[305, 787, 423, 806]
best-building-body: now offered in the town being close to the Railway Station and, within three minutes walk of the Post Office, and for quality as well and aspect unexcelled. bbox=[829, 288, 1008, 330]
bentley-tail: in suitable Allotments. The above Sale will afford an opportunity of acquiring a freehold by Public Auction unprecedented in the Wairarapa. Terms exceptionally easy, being time payments, and low rate of interest. bbox=[468, 279, 642, 341]
clothing-sub: MEN'S, BOY'S, & YOUTHS' bbox=[287, 503, 440, 515]
wrigglesworth-title: Wrigglesworth and Binns, bbox=[1023, 629, 1183, 665]
racing-sub: A consultation on the bbox=[495, 1026, 615, 1038]
prize-row bbox=[468, 1160, 642, 1171]
parade-society: WAIRARAPA AND EAST COAST PASTORAL AND AGRICULTURAL SOCIETY. bbox=[661, 1175, 810, 1211]
ladies-costumes-place: AT C. SMITH'S GREAT SALE. bbox=[156, 1841, 239, 1865]
grand-bargains: Grand Bargains, bbox=[302, 618, 426, 670]
mccarthy-on-sat: On Saturday, that he has made up his mind to bbox=[1016, 164, 1190, 185]
wrigglesworth-sub: PHOTOGRAPHERS, WILLIS-STREET, WELLINGTON. bbox=[1024, 667, 1182, 691]
bon-marche-banner bbox=[1016, 920, 1189, 1072]
first-class-goods: FIRST-CLASS GOOD bbox=[307, 1170, 421, 1182]
sinbad: SINBAD, bbox=[523, 1341, 587, 1357]
